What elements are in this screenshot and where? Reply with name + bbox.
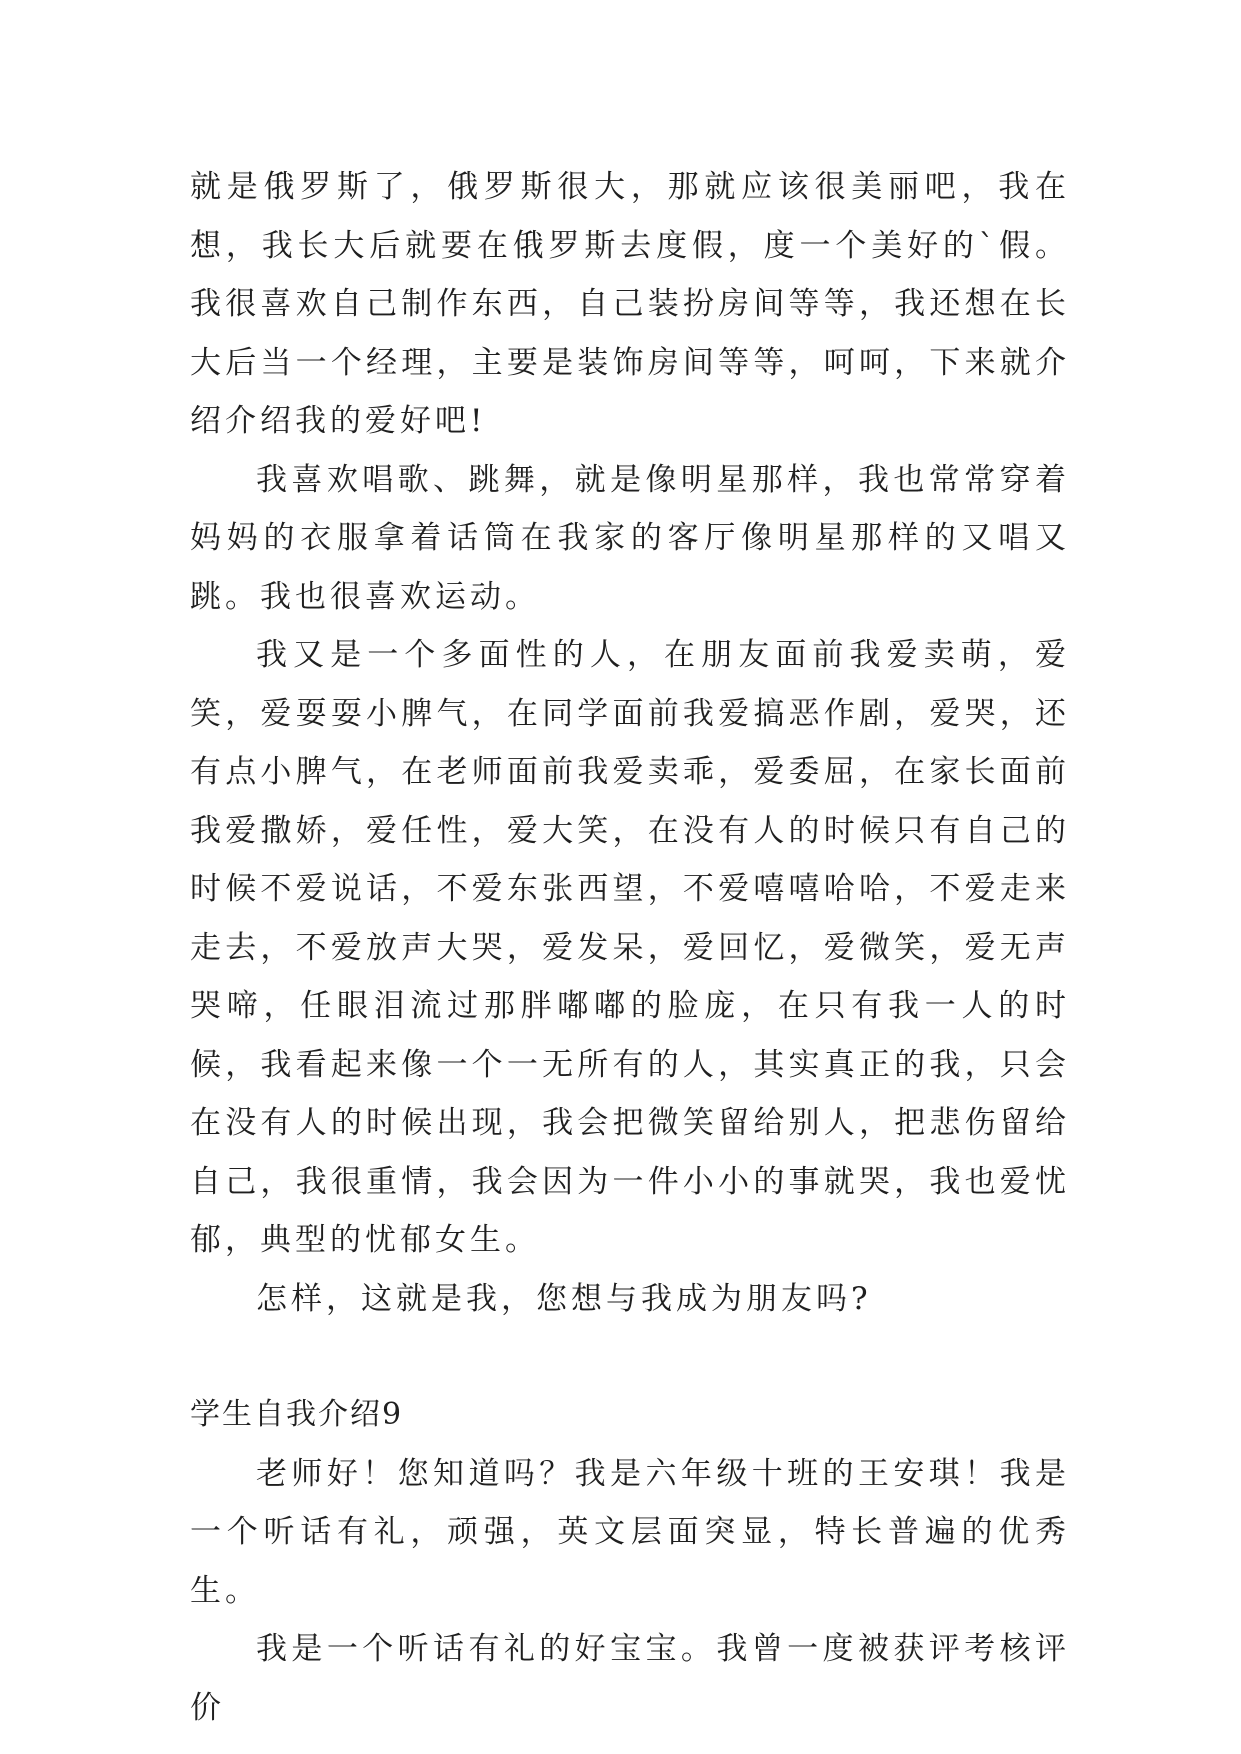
- section-spacer: [190, 1328, 1070, 1386]
- paragraph-closing-question: 怎样，这就是我，您想与我成为朋友吗?: [256, 1280, 872, 1317]
- section-heading: 学生自我介绍9: [190, 1397, 404, 1432]
- paragraph-singing-dancing: 我喜欢唱歌、跳舞，就是像明星那样，我也常常穿着妈妈的衣服拿着话筒在我家的客厅像明星那样的又唱又跳。我也很喜欢运动。: [190, 461, 1070, 615]
- paragraph-greeting: 老师好！您知道吗？我是六年级十班的王安琪！我是一个听话有礼，顽强，英文层面突显，特长普遍的优秀生。: [190, 1455, 1070, 1609]
- paragraph-russia-dream: 就是俄罗斯了，俄罗斯很大，那就应该很美丽吧，我在想，我长大后就要在俄罗斯去度假，度一个美好的`假。我很喜欢自己制作东西，自己装扮房间等等，我还想在长大后当一个经理，主要是装饰房间等等，呵呵，下来就介绍介绍我的爱好吧!: [190, 169, 1070, 439]
- paragraph-good-child: 我是一个听话有礼的好宝宝。我曾一度被获评考核评价: [190, 1631, 1070, 1726]
- paragraph-multifaceted: 我又是一个多面性的人，在朋友面前我爱卖萌，爱笑，爱耍耍小脾气，在同学面前我爱搞恶作剧，爱哭，还有点小脾气，在老师面前我爱卖乖，爱委屈，在家长面前我爱撒娇，爱任性，爱大笑，在没有人的时候只有自己的时候不爱说话，不爱东张西望，不爱嘻嘻哈哈，不爱走来走去，不爱放声大哭，爱发呆，爱回忆，爱微笑，爱无声哭啼，任眼泪流过那胖嘟嘟的脸庞，在只有我一人的时候，我看起来像一个一无所有的人，其实真正的我，只会在没有人的时候出现，我会把微笑留给别人，把悲伤留给自己，我很重情，我会因为一件小小的事就哭，我也爱忧郁，典型的忧郁女生。: [190, 637, 1070, 1258]
- document-body: [190, 158, 1070, 1737]
